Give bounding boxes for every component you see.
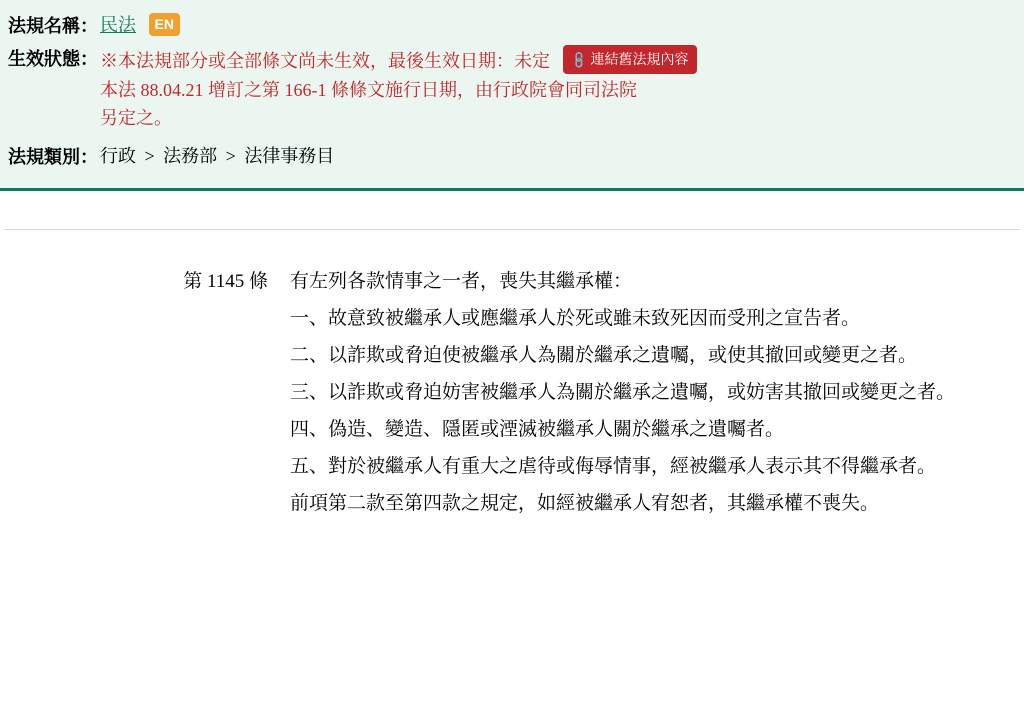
article-number[interactable]: 第 1145 條 — [183, 271, 268, 293]
article-item: 五、對於被繼承人有重大之虐待或侮辱情事，經被繼承人表示其不得繼承者。 — [290, 455, 937, 477]
old-law-link-button[interactable] — [563, 45, 698, 74]
category-separator-2: > — [225, 146, 236, 167]
law-name-link[interactable]: 民法 — [100, 15, 136, 35]
article-item: 一、故意致被繼承人或應繼承人於死或雖未致死因而受刑之宣告者。 — [290, 308, 861, 330]
article-item: 四、偽造、變造、隱匿或湮滅被繼承人關於繼承之遺囑者。 — [290, 418, 785, 440]
category-separator-1: > — [144, 146, 155, 167]
en-badge[interactable]: EN — [149, 13, 180, 36]
article-closing-paragraph: 前項第二款至第四款之規定，如經被繼承人宥恕者，其繼承權不喪失。 — [290, 492, 880, 514]
category-part-3[interactable]: 法律事務目 — [244, 146, 335, 167]
law-header — [0, 0, 1024, 191]
category-value — [98, 143, 334, 171]
article-lead-paragraph: 有左列各款情事之一者，喪失其繼承權： — [290, 271, 633, 293]
status-line-3: 另定之。 — [100, 108, 172, 129]
status-row — [0, 43, 1024, 135]
article-block — [0, 230, 1024, 524]
law-name-value — [98, 12, 180, 40]
article-item: 二、以詐欺或脅迫使被繼承人為關於繼承之遺囑，或使其撤回或變更之者。 — [290, 344, 918, 366]
status-line-1: ※本法規部分或全部條文尚未生效，最後生效日期：未定 — [100, 50, 550, 71]
old-law-link-label: 連結舊法規內容 — [590, 50, 689, 67]
article-item: 三、以詐欺或脅迫妨害被繼承人為關於繼承之遺囑，或妨害其撤回或變更之者。 — [290, 381, 956, 403]
law-name-label: 法規名稱： — [8, 16, 98, 36]
article-content-area — [0, 229, 1024, 524]
link-icon: 🔗 — [568, 49, 589, 71]
article-text — [290, 266, 1010, 524]
category-row — [0, 135, 1024, 174]
category-part-2[interactable]: 法務部 — [163, 146, 218, 167]
status-line-2: 本法 88.04.21 增訂之第 166-1 條條文施行日期，由行政院會同司法院 — [100, 79, 637, 100]
status-label: 生效狀態： — [8, 48, 98, 69]
law-name-row — [0, 10, 1024, 43]
category-part-1[interactable]: 行政 — [100, 146, 136, 167]
status-value — [98, 45, 697, 133]
category-label: 法規類別： — [8, 147, 98, 168]
